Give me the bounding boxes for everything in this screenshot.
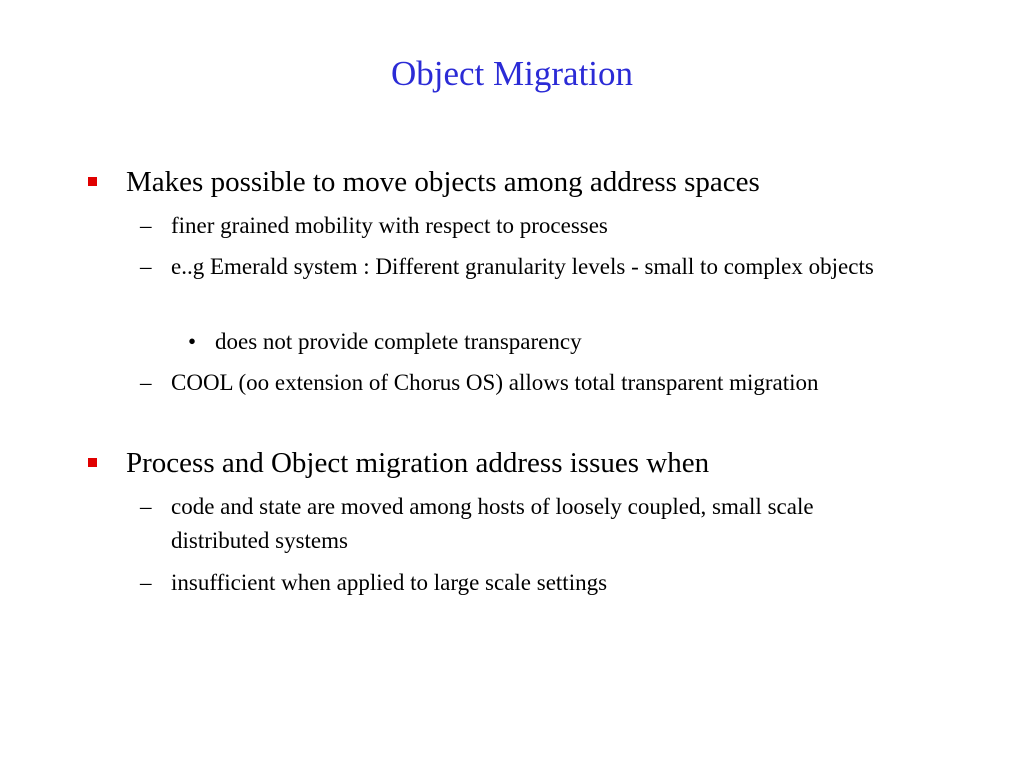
sub-bullet-text: finer grained mobility with respect to processes	[171, 213, 608, 238]
dot-bullet-icon: •	[188, 329, 197, 354]
bullet-text: Makes possible to move objects among address spaces	[126, 166, 760, 198]
sub-bullet-text: COOL (oo extension of Chorus OS) allows total transparent migration	[171, 370, 819, 395]
dash-bullet-icon: –	[140, 494, 152, 519]
sub-bullet-text: insufficient when applied to large scale settings	[171, 570, 608, 595]
red-square-bullet-icon	[88, 177, 97, 186]
dash-bullet-icon: –	[140, 213, 152, 238]
bullet-text: Process and Object migration address issues when	[126, 447, 710, 479]
dash-bullet-icon: –	[140, 570, 152, 595]
sub-bullet-text: code and state are moved among hosts of loosely coupled, small scale distributed systems	[171, 494, 814, 553]
red-square-bullet-icon	[88, 458, 97, 467]
dash-bullet-icon: –	[140, 370, 152, 395]
slide-title: Object Migration	[390, 54, 634, 93]
sub-sub-bullet-text: does not provide complete transparency	[215, 329, 582, 354]
sub-bullet-text: e..g Emerald system : Different granularity levels - small to complex objects	[171, 254, 874, 279]
dash-bullet-icon: –	[140, 254, 152, 279]
